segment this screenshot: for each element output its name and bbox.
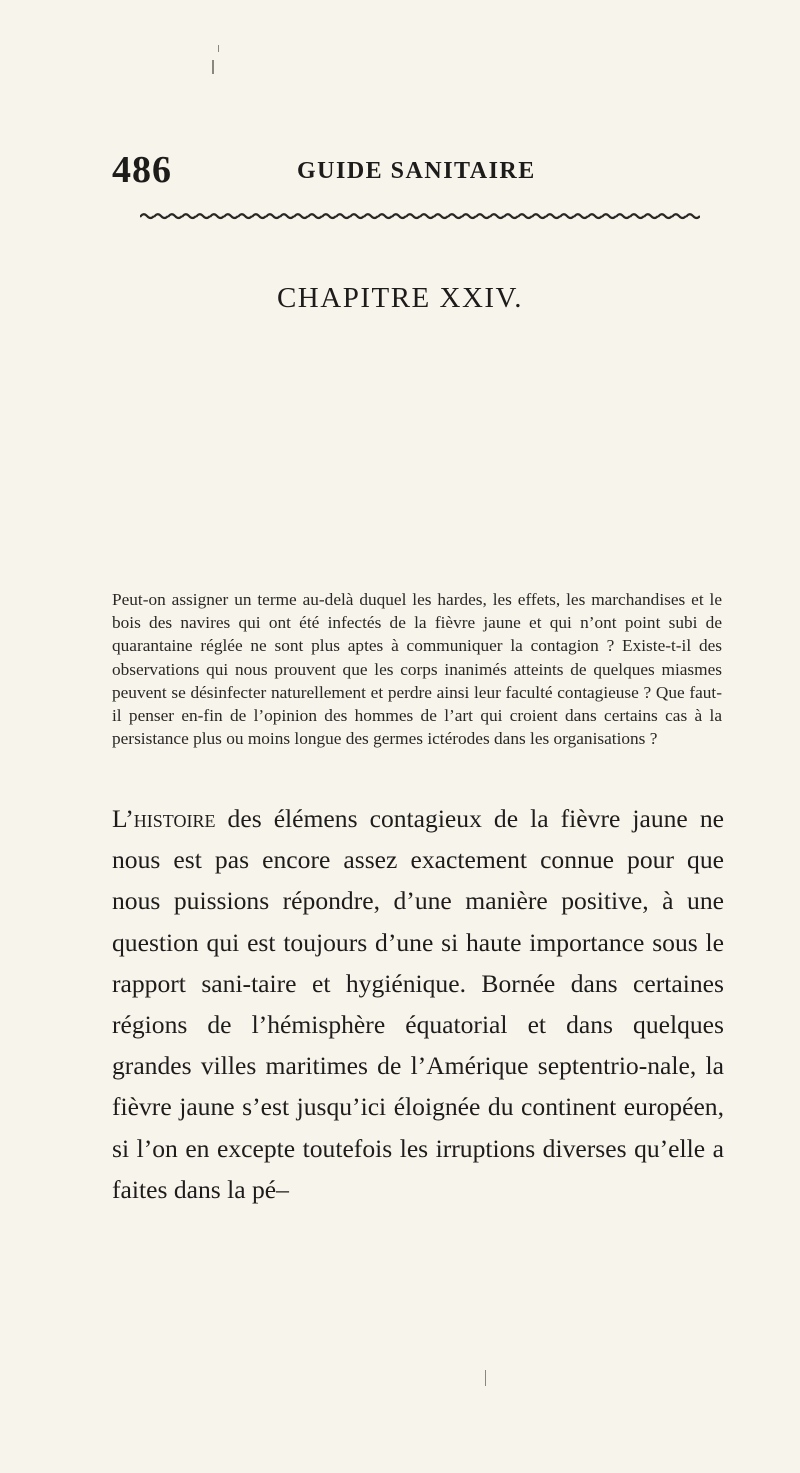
lead-word: L’histoire — [112, 804, 216, 833]
running-title: GUIDE SANITAIRE — [297, 158, 536, 184]
scan-speck — [212, 60, 214, 74]
chapter-title: CHAPITRE XXIV. — [276, 282, 524, 314]
body-paragraph — [112, 798, 724, 1210]
page-header — [112, 148, 732, 198]
ornamental-rule — [140, 212, 700, 220]
chapter-summary: Peut-on assigner un terme au-delà duquel les hardes, les effets, les marchandises et le bois des navires qui ont été infectés de la fièvre jaune et qui n’ont point subi de quarantaine réglée ne sont plus aptes à communiquer la contagion ? Existe-t-il des observations qui nous prouvent que les corps inanimés atteints de quelques miasmes peuvent se désinfecter naturellement et perdre ainsi leur faculté contagieuse ? Que faut-il penser en-fin de l’opinion des hommes de l’art qui croient dans certains cas à la persistance plus ou moins longue des germes ictérodes dans les organisations ? — [112, 590, 722, 749]
scan-speck — [218, 45, 219, 52]
page-number: 486 — [112, 149, 172, 191]
scan-speck — [485, 1370, 486, 1386]
body-text: des élémens contagieux de la fièvre jaune ne nous est pas encore assez exactement connue pour que nous puissions répondre, d’une manière positive, à une question qui est toujours d’une si haute importance sous le rapport sani-taire et hygiénique. Bornée dans certaines régions de l’hémisphère équatorial et dans quelques grandes villes maritimes de l’Amérique septentrio-nale, la fièvre jaune s’est jusqu’ici éloignée du continent européen, si l’on en excepte toutefois les irruptions diverses qu’elle a faites dans la pé– — [112, 804, 724, 1204]
